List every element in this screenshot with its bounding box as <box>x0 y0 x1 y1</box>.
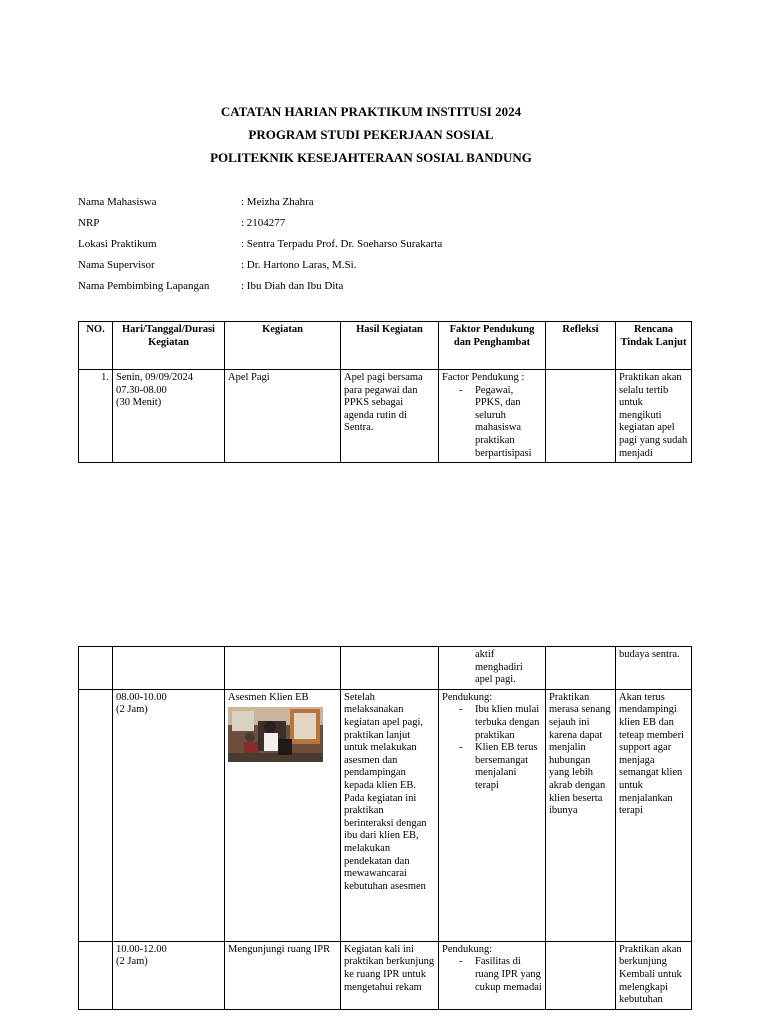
row-duration: (2 Jam) <box>116 956 148 968</box>
row-date-cell <box>113 689 225 941</box>
row-duration: (2 Jam) <box>116 704 148 716</box>
row-faktor-item: - Ibu klien mulai terbuka dengan praktikan <box>475 704 542 742</box>
row-rencana: Praktikan akan berkunjung Kembali untuk melengkapi kebutuhan <box>616 941 692 1009</box>
row-faktor-cell <box>439 647 546 690</box>
institution-title: POLITEKNIK KESEJAHTERAAN SOSIAL BANDUNG <box>210 150 532 165</box>
row-date-cell <box>113 647 225 690</box>
row-faktor-heading: Pendukung: <box>442 691 493 703</box>
row-faktor-item-cont: aktif menghadiri apel pagi. <box>475 649 523 686</box>
row-number <box>79 941 113 1009</box>
row-time: 08.00-10.00 <box>116 691 167 703</box>
row-date-cell <box>113 941 225 1009</box>
row-duration: (30 Menit) <box>116 397 162 409</box>
info-label-supervisor: Nama Supervisor <box>78 259 155 271</box>
row-hasil: Kegiatan kali ini praktikan berkunjung ke ruang IPR untuk mengetahui rekam <box>341 941 439 1009</box>
row-faktor-cell <box>439 941 546 1009</box>
row-rencana: Praktikan akan selalu tertib untuk mengikuti kegiatan apel pagi yang sudah menjadi <box>616 370 692 463</box>
table-row <box>79 941 692 1009</box>
row-kegiatan: Asesmen Klien EB <box>228 691 309 703</box>
row-time: 07.30-08.00 <box>116 384 167 396</box>
info-value-nama: : Meizha Zhahra <box>241 196 314 208</box>
info-label-lokasi: Lokasi Praktikum <box>78 238 157 250</box>
header-hari: Hari/Tanggal/Durasi Kegiatan <box>113 322 225 370</box>
row-hasil: Apel pagi bersama para pegawai dan PPKS sebagai agenda rutin di Sentra. <box>341 370 439 463</box>
header-rencana: Rencana Tindak Lanjut <box>616 322 692 370</box>
header-faktor: Faktor Pendukung dan Penghambat <box>439 322 546 370</box>
row-date-cell <box>113 370 225 463</box>
row-number <box>79 689 113 941</box>
row-hasil: Setelah melaksanakan kegiatan apel pagi, praktikan lanjut untuk melakukan asesmen dan pendampingan kepada klien EB. Pada kegiatan ini praktikan berinteraksi dengan ibu dari klien EB, melakukan pendekatan dan mewawancarai kebutuhan asesmen <box>341 689 439 941</box>
row-time: 10.00-12.00 <box>116 943 167 955</box>
header-no: NO. <box>79 322 113 370</box>
row-faktor-heading: Factor Pendukung : <box>442 372 525 383</box>
row-kegiatan: Apel Pagi <box>225 370 341 463</box>
table-header-row <box>79 322 692 370</box>
row-refleksi <box>546 370 616 463</box>
info-value-nrp: : 2104277 <box>241 217 286 229</box>
header-refleksi: Refleksi <box>546 322 616 370</box>
program-title: PROGRAM STUDI PEKERJAAN SOSIAL <box>248 127 494 142</box>
info-label-nrp: NRP <box>78 217 100 229</box>
activity-photo-image <box>228 707 323 762</box>
info-value-pembimbing: : Ibu Diah dan Ibu Dita <box>241 280 344 292</box>
row-kegiatan: Mengunjungi ruang IPR <box>225 941 341 1009</box>
row-rencana: budaya sentra. <box>616 647 692 690</box>
table-row <box>79 689 692 941</box>
table-row <box>79 647 692 690</box>
info-value-supervisor: : Dr. Hartono Laras, M.Si. <box>241 259 357 271</box>
activity-table-page2 <box>78 646 692 1010</box>
row-faktor-item: - Pegawai, PPKS, dan seluruh mahasiswa praktikan berpartisipasi <box>475 385 542 461</box>
document-title: CATATAN HARIAN PRAKTIKUM INSTITUSI 2024 <box>220 104 522 119</box>
info-label-nama: Nama Mahasiswa <box>78 196 157 208</box>
row-rencana: Akan terus mendampingi klien EB dan teteap memberi support agar menjaga semangat klien untuk menjalankan terapi <box>616 689 692 941</box>
row-faktor-cell <box>439 689 546 941</box>
activity-photo <box>228 707 323 762</box>
row-kegiatan-cell <box>225 689 341 941</box>
row-refleksi: Praktikan merasa senang sejauh ini karena dapat menjalin hubungan yang lebih akrab dengan klien beserta ibunya <box>546 689 616 941</box>
row-number: 1. <box>79 370 113 463</box>
row-kegiatan <box>225 647 341 690</box>
row-date: Senin, 09/09/2024 <box>116 372 194 383</box>
row-hasil <box>341 647 439 690</box>
row-faktor-heading: Pendukung: <box>442 943 493 955</box>
activity-table-page1 <box>78 321 692 463</box>
row-faktor-cell <box>439 370 546 463</box>
info-value-lokasi: : Sentra Terpadu Prof. Dr. Soeharso Surakarta <box>241 238 443 250</box>
row-faktor-item: - Klien EB terus bersemangat menjalani terapi <box>475 742 542 792</box>
row-faktor-item: - Fasilitas di ruang IPR yang cukup memadai <box>475 956 542 994</box>
header-kegiatan: Kegiatan <box>225 322 341 370</box>
table-row <box>79 370 692 463</box>
info-label-pembimbing: Nama Pembimbing Lapangan <box>78 280 210 292</box>
header-hasil: Hasil Kegiatan <box>341 322 439 370</box>
row-number <box>79 647 113 690</box>
row-refleksi <box>546 647 616 690</box>
row-refleksi <box>546 941 616 1009</box>
